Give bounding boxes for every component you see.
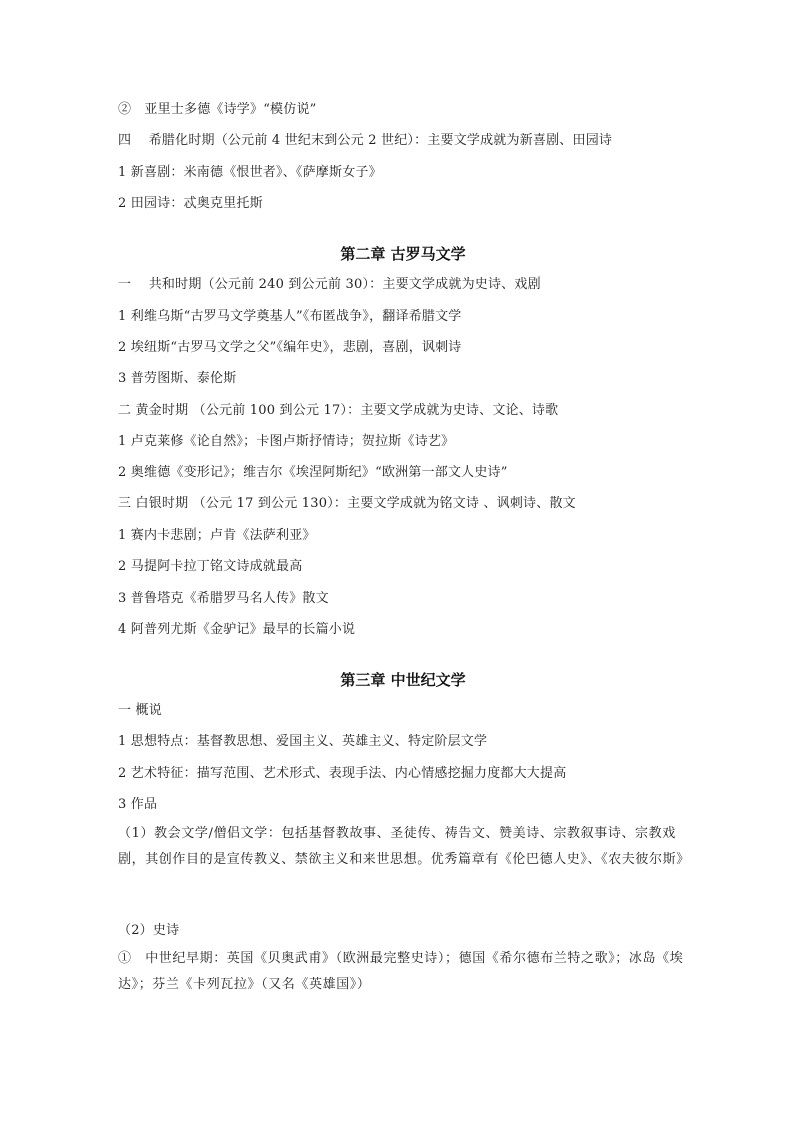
text-line: 3 普劳图斯、泰伦斯 bbox=[118, 371, 237, 386]
text-line: 1 卢克莱修《论自然》；卡图卢斯抒情诗；贺拉斯《诗艺》 bbox=[118, 434, 455, 449]
text-line: 4 阿普列尤斯《金驴记》最早的长篇小说 bbox=[118, 622, 356, 637]
text-line: 1 赛内卡悲剧；卢肯《法萨利亚》 bbox=[118, 528, 316, 543]
chapter-heading: 第三章 中世纪文学 bbox=[340, 671, 466, 689]
text-line: 四 希腊化时期（公元前 4 世纪末到公元 2 世纪）：主要文学成就为新喜剧、田园诗 bbox=[118, 133, 613, 148]
text-line: 2 马提阿卡拉丁铭文诗成就最高 bbox=[118, 559, 303, 574]
text-line: 一 共和时期（公元前 240 到公元前 30）：主要文学成就为史诗、戏剧 bbox=[118, 277, 541, 292]
text-line: 2 埃纽斯“古罗马文学之父”《编年史》，悲剧，喜剧，讽刺诗 bbox=[118, 340, 462, 355]
text-line: 1 利维乌斯“古罗马文学奠基人”《布匿战争》，翻译希腊文学 bbox=[118, 309, 462, 324]
text-line: ② 亚里士多德《诗学》“模仿说” bbox=[118, 102, 317, 117]
text-line: 2 田园诗：忒奥克里托斯 bbox=[118, 196, 263, 211]
text-line: 二 黄金时期 （公元前 100 到公元 17）：主要文学成就为史诗、文论、诗歌 bbox=[118, 403, 559, 418]
text-line: （2）史诗 bbox=[118, 923, 180, 938]
text-line: 1 思想特点：基督教思想、爱国主义、英雄主义、特定阶层文学 bbox=[118, 734, 488, 749]
paragraph: （1）教会文学/僧侣文学：包括基督教故事、圣徒传、祷告文、赞美诗、宗教叙事诗、宗教戏剧，其创作目的是宣传教义、禁欲主义和来世思想。优秀篇章有《伦巴德人史》、《农夫彼尔斯》 bbox=[118, 826, 690, 867]
text-line: 2 奥维德《变形记》；维吉尔《埃涅阿斯纪》“欧洲第一部文人史诗” bbox=[118, 465, 508, 480]
chapter-heading: 第二章 古罗马文学 bbox=[340, 245, 466, 263]
text-line: 2 艺术特征：描写范围、艺术形式、表现手法、内心情感挖掘力度都大大提高 bbox=[118, 766, 567, 781]
text-line: 三 白银时期 （公元 17 到公元 130）：主要文学成就为铭文诗 、讽刺诗、散文 bbox=[118, 496, 576, 511]
paragraph: ① 中世纪早期：英国《贝奥武甫》（欧洲最完整史诗）；德国《希尔德布兰特之歌》；冰岛《埃达》；芬兰《卡列瓦拉》（又名《英雄国》） bbox=[118, 951, 684, 992]
text-line: 一 概说 bbox=[118, 703, 162, 718]
text-line: 1 新喜剧：米南德《恨世者》、《萨摩斯女子》 bbox=[118, 165, 382, 180]
text-line: 3 作品 bbox=[118, 797, 158, 812]
text-line: 3 普鲁塔克《希腊罗马名人传》散文 bbox=[118, 591, 329, 606]
